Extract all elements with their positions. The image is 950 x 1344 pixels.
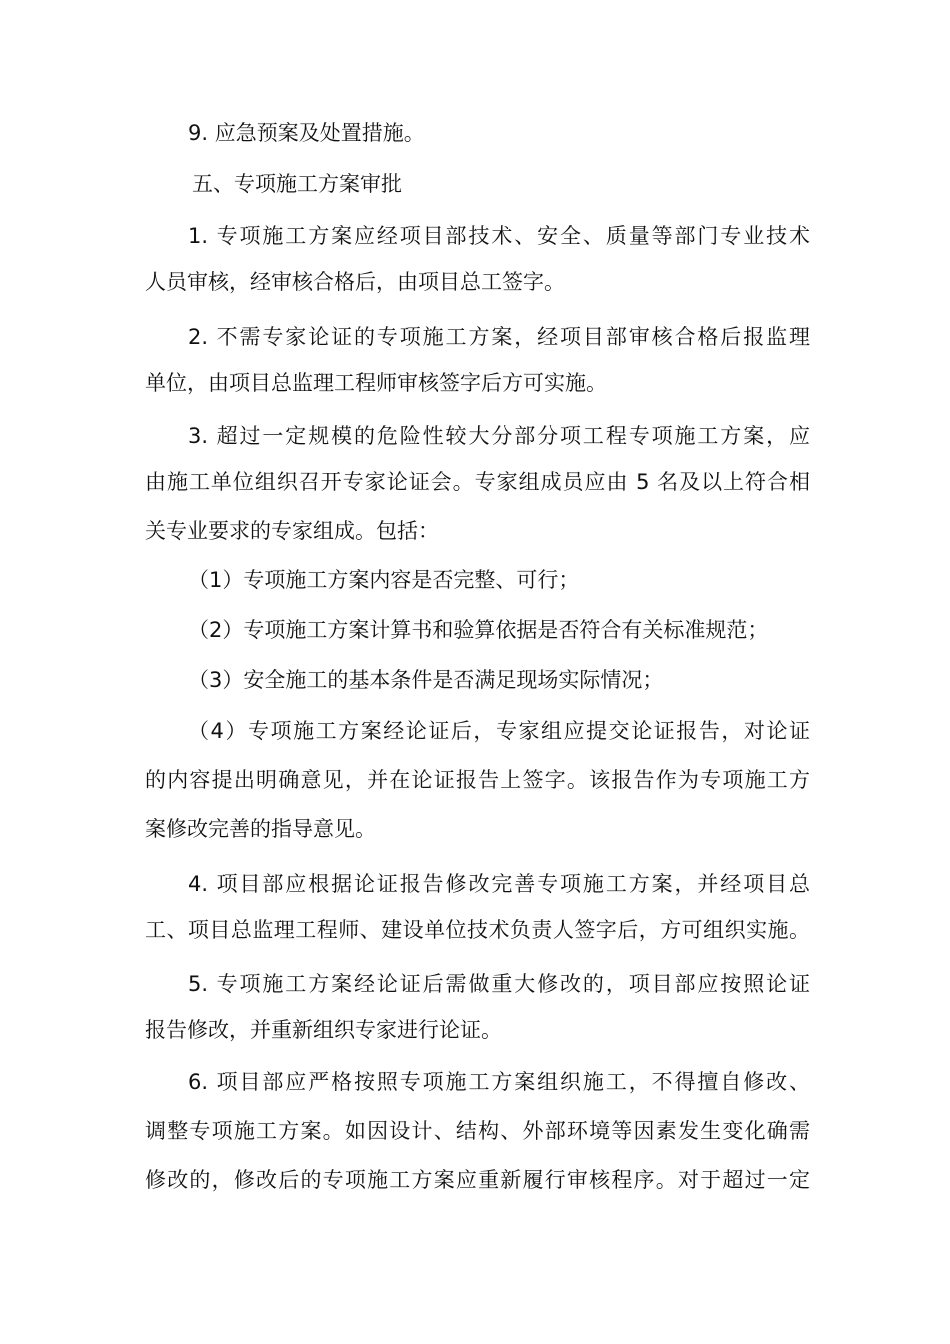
subitem-4-line-3: 案修改完善的指导意见。 [145,817,376,841]
item-6-line-3: 修改的，修改后的专项施工方案应重新履行审核程序。对于超过一定 [145,1168,810,1192]
item-3-line-3: 关专业要求的专家组成。包括： [145,519,439,543]
item-3-line-1: 3. 超过一定规模的危险性较大分部分项工程专项施工方案，应 [188,424,810,448]
item-9-text: 9. 应急预案及处置措施。 [188,121,425,145]
subitem-4-line-2: 的内容提出明确意见，并在论证报告上签字。该报告作为专项施工方 [145,768,810,792]
item-6-line-1: 6. 项目部应严格按照专项施工方案组织施工，不得擅自修改、 [188,1070,810,1094]
item-6-line-2: 调整专项施工方案。如因设计、结构、外部环境等因素发生变化确需 [145,1119,810,1143]
section-five-heading: 五、专项施工方案审批 [192,172,402,196]
item-4-line-1: 4. 项目部应根据论证报告修改完善专项施工方案，并经项目总 [188,872,810,896]
item-3-line-2: 由施工单位组织召开专家论证会。专家组成员应由 5 名及以上符合相 [145,470,810,494]
item-5-line-2: 报告修改，并重新组织专家进行论证。 [145,1018,502,1042]
subitem-4-line-1: （4）专项施工方案经论证后，专家组应提交论证报告，对论证 [188,719,810,743]
item-1-line-2: 人员审核，经审核合格后，由项目总工签字。 [145,270,565,294]
item-1-line-1: 1. 专项施工方案应经项目部技术、安全、质量等部门专业技术 [188,224,810,248]
subitem-3-text: （3）安全施工的基本条件是否满足现场实际情况； [188,668,664,692]
item-5-line-1: 5. 专项施工方案经论证后需做重大修改的，项目部应按照论证 [188,972,810,996]
subitem-2-text: （2）专项施工方案计算书和验算依据是否符合有关标准规范； [188,618,769,642]
item-4-line-2: 工、项目总监理工程师、建设单位技术负责人签字后，方可组织实施。 [145,918,810,942]
item-2-line-2: 单位，由项目总监理工程师审核签字后方可实施。 [145,371,607,395]
subitem-1-text: （1）专项施工方案内容是否完整、可行； [188,568,580,592]
item-2-line-1: 2. 不需专家论证的专项施工方案，经项目部审核合格后报监理 [188,325,810,349]
